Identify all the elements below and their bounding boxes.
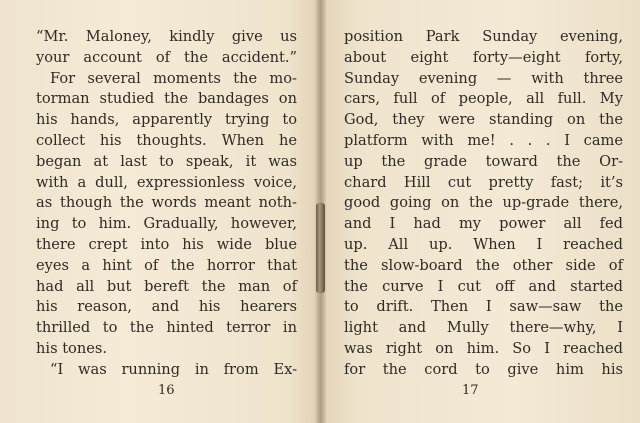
- text-line: about eight forty—eight forty,: [344, 48, 623, 66]
- text-line: thrilled to the hinted terror in: [36, 319, 297, 337]
- text-line: up the grade toward the Or-: [344, 152, 623, 170]
- text-line: up. All up. When I reached: [344, 235, 623, 253]
- text-line: had all but bereft the man of: [36, 277, 297, 295]
- text-line: the curve I cut off and started: [344, 277, 623, 295]
- text-line: the slow-board the other side of: [344, 256, 623, 274]
- right-page: [320, 0, 640, 423]
- text-line: platform with me! . . . I came: [344, 131, 623, 149]
- page-number: 16: [158, 383, 175, 398]
- text-line: “Mr. Maloney, kindly give us: [36, 28, 297, 45]
- text-line: cars, full of people, all full. My: [344, 90, 623, 108]
- text-line: “I was running in from Ex-: [50, 360, 297, 378]
- text-line: ing to him. Gradually, however,: [36, 215, 297, 233]
- text-line: Sunday evening — with three: [344, 69, 623, 87]
- text-line: light and Mully there—why, I: [344, 319, 623, 337]
- text-line: his tones.: [36, 339, 108, 357]
- text-line: good going on the up-grade there,: [344, 194, 623, 212]
- text-line: was right on him. So I reached: [344, 339, 623, 357]
- text-line: eyes a hint of the horror that: [36, 256, 297, 274]
- text-line: there crept into his wide blue: [36, 235, 297, 253]
- text-line: collect his thoughts. When he: [36, 131, 297, 149]
- text-line: and I had my power all fed: [344, 215, 623, 233]
- text-line: God, they were standing on the: [344, 111, 623, 129]
- text-line: his reason, and his hearers: [36, 298, 297, 316]
- page-number: 17: [462, 383, 479, 398]
- text-line: began at last to speak, it was: [36, 152, 297, 170]
- left-page-text: [36, 27, 297, 381]
- text-line: your account of the accident.”: [36, 48, 297, 66]
- text-line: for the cord to give him his: [344, 360, 623, 378]
- text-line: torman studied the bandages on: [36, 90, 297, 108]
- text-line: position Park Sunday evening,: [344, 28, 623, 45]
- text-line: with a dull, expressionless voice,: [36, 173, 297, 191]
- text-line: chard Hill cut pretty fast; it’s: [344, 173, 623, 191]
- text-line: to drift. Then I saw—saw the: [344, 298, 623, 316]
- text-line: For several moments the mo-: [50, 69, 297, 87]
- right-page-text: [344, 27, 623, 381]
- text-line: his hands, apparently trying to: [36, 111, 297, 129]
- text-line: as though the words meant noth-: [36, 194, 297, 212]
